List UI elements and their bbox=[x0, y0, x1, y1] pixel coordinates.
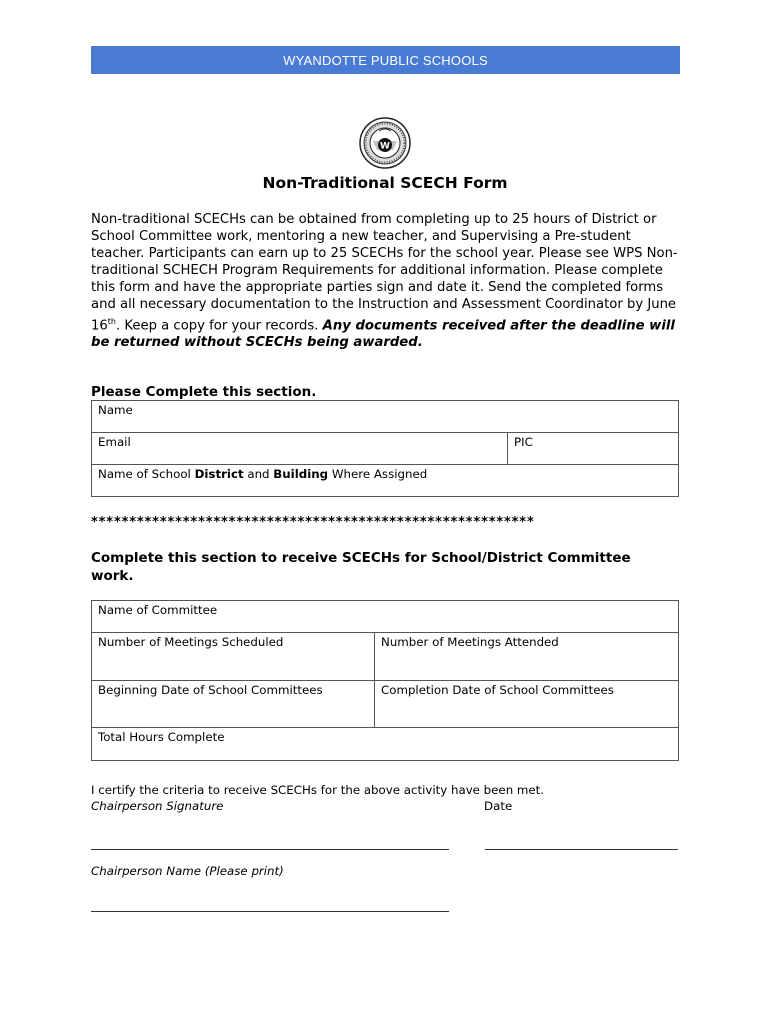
certification-statement: I certify the criteria to receive SCECHs for the above activity have been met. bbox=[91, 783, 545, 797]
meetings-scheduled-field[interactable] bbox=[92, 633, 375, 681]
name-label: Name bbox=[98, 403, 133, 417]
intro-superscript: th bbox=[107, 317, 116, 326]
section2-heading-line2: work. bbox=[91, 568, 134, 584]
pic-label: PIC bbox=[514, 435, 533, 449]
pic-field[interactable] bbox=[508, 433, 679, 465]
district-building-field[interactable] bbox=[92, 465, 679, 497]
intro-text: Non-traditional SCECHs can be obtained from completing up to 25 hours of District or School Committee work, mentoring a new teacher, and Supervising a Pre-student teacher. Participants can earn up to 25 SCECHs for the school year. Please see WPS Non-traditional SCHECH Program Requirements for additional information. Please complete this form and have the appropriate parties sign and date it. Send the completed forms and all necessary documentation to the Instruction and Assessment Coordinator by June 16 bbox=[91, 212, 678, 334]
meetings-attended-label: Number of Meetings Attended bbox=[381, 635, 559, 649]
section2-heading-line1: Complete this section to receive SCECHs for School/District Committee bbox=[91, 550, 631, 566]
completion-date-field[interactable] bbox=[375, 681, 679, 728]
chairperson-name-line[interactable] bbox=[91, 911, 449, 912]
completion-date-label: Completion Date of School Committees bbox=[381, 683, 614, 697]
intro-paragraph bbox=[91, 211, 681, 351]
meetings-scheduled-label: Number of Meetings Scheduled bbox=[98, 635, 284, 649]
personal-info-table bbox=[91, 400, 679, 497]
school-seal-icon bbox=[359, 117, 411, 169]
email-field[interactable] bbox=[92, 433, 508, 465]
chairperson-name-label: Chairperson Name (Please print) bbox=[91, 864, 284, 878]
seal-letter: W bbox=[380, 141, 390, 152]
header-bar bbox=[91, 46, 680, 74]
total-hours-field[interactable] bbox=[92, 728, 679, 761]
district-label-prefix: Name of School bbox=[98, 467, 195, 481]
building-label-bold: Building bbox=[273, 467, 329, 481]
deadline-warning: Any documents received after the deadline will be returned without SCECHs being awarded. bbox=[91, 318, 675, 351]
name-field[interactable] bbox=[92, 401, 679, 433]
begin-date-label: Beginning Date of School Committees bbox=[98, 683, 323, 697]
chairperson-signature-label: Chairperson Signature bbox=[91, 799, 224, 813]
org-name: WYANDOTTE PUBLIC SCHOOLS bbox=[283, 53, 488, 68]
begin-date-field[interactable] bbox=[92, 681, 375, 728]
meetings-attended-field[interactable] bbox=[375, 633, 679, 681]
total-hours-label: Total Hours Complete bbox=[98, 730, 225, 744]
signature-line[interactable] bbox=[91, 849, 449, 850]
district-label-suffix: Where Assigned bbox=[328, 467, 428, 481]
committee-name-field[interactable] bbox=[92, 601, 679, 633]
committee-table bbox=[91, 600, 679, 761]
date-label: Date bbox=[484, 799, 513, 813]
intro-text-2: . Keep a copy for your records. bbox=[116, 318, 323, 334]
form-title: Non-Traditional SCECH Form bbox=[262, 174, 508, 192]
district-label-and: and bbox=[243, 467, 274, 481]
section1-heading: Please Complete this section. bbox=[91, 384, 317, 400]
district-label-bold: District bbox=[194, 467, 244, 481]
email-label: Email bbox=[98, 435, 131, 449]
star-divider: ********************************************************** bbox=[91, 515, 535, 530]
committee-name-label: Name of Committee bbox=[98, 603, 218, 617]
date-line[interactable] bbox=[485, 849, 678, 850]
section2-heading bbox=[91, 549, 631, 585]
